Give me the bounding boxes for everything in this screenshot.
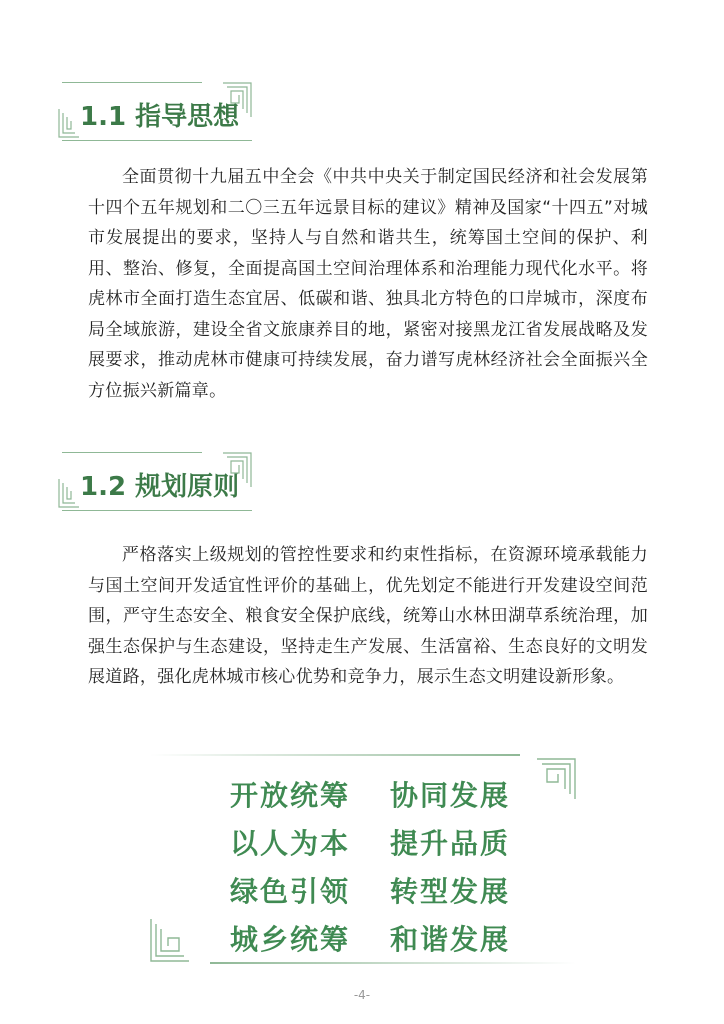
section-body: 严格落实上级规划的管控性要求和约束性指标，在资源环境承载能力与国土空间开发适宜性评价的基础上，优先划定不能进行开发建设空间范围，严守生态安全、粮食安全保护底线，统筹山水林田湖草系统治理，加强生态保护与生态建设，坚持走生产发展、生活富裕、生态良好的文明发展道路，强化虎林城市核心优势和竞争力，展示生态文明建设新形象。 bbox=[88, 545, 648, 687]
principle-item: 提升品质 bbox=[390, 827, 511, 860]
fret-corner-icon bbox=[150, 918, 190, 962]
panel-top-rule bbox=[150, 754, 520, 756]
section-header-1 bbox=[62, 82, 252, 142]
section-body: 全面贯彻十九届五中全会《中共中央关于制定国民经济和社会发展第十四个五年规划和二〇三五年远景目标的建议》精神及国家“十四五”对城市发展提出的要求，坚持人与自然和谐共生，统筹国土空间的保护、利用、整治、修复，全面提高国土空间治理体系和治理能力现代化水平。将虎林市全面打造生态宜居、低碳和谐、独具北方特色的口岸城市，深度布局全域旅游，建设全省文旅康养目的地，紧密对接黑龙江省发展战略及发展要求，推动虎林市健康可持续发展，奋力谱写虎林经济社会全面振兴全方位振兴新篇章。 bbox=[88, 167, 648, 401]
title-top-rule bbox=[62, 452, 202, 453]
title-bottom-rule bbox=[62, 510, 252, 511]
title-bottom-rule bbox=[62, 140, 252, 141]
fret-corner-icon bbox=[58, 108, 80, 138]
panel-bottom-rule bbox=[210, 962, 576, 964]
principles-panel bbox=[150, 754, 576, 966]
principle-item: 以人为本 bbox=[230, 827, 351, 860]
title-top-rule bbox=[62, 82, 202, 83]
principle-item: 转型发展 bbox=[390, 875, 511, 908]
section-header-2 bbox=[62, 452, 252, 512]
principle-item: 开放统筹 bbox=[230, 779, 351, 812]
principle-item: 和谐发展 bbox=[390, 923, 511, 956]
fret-corner-icon bbox=[536, 758, 576, 800]
fret-corner-icon bbox=[222, 82, 252, 118]
principle-item: 协同发展 bbox=[390, 779, 511, 812]
fret-corner-icon bbox=[58, 478, 80, 508]
principle-item: 绿色引领 bbox=[230, 875, 351, 908]
section-title: 1.2 规划原则 bbox=[80, 472, 240, 502]
section-title: 1.1 指导思想 bbox=[80, 102, 240, 132]
principle-item: 城乡统筹 bbox=[230, 923, 351, 956]
fret-corner-icon bbox=[222, 452, 252, 488]
page-number: -4- bbox=[353, 988, 371, 1002]
